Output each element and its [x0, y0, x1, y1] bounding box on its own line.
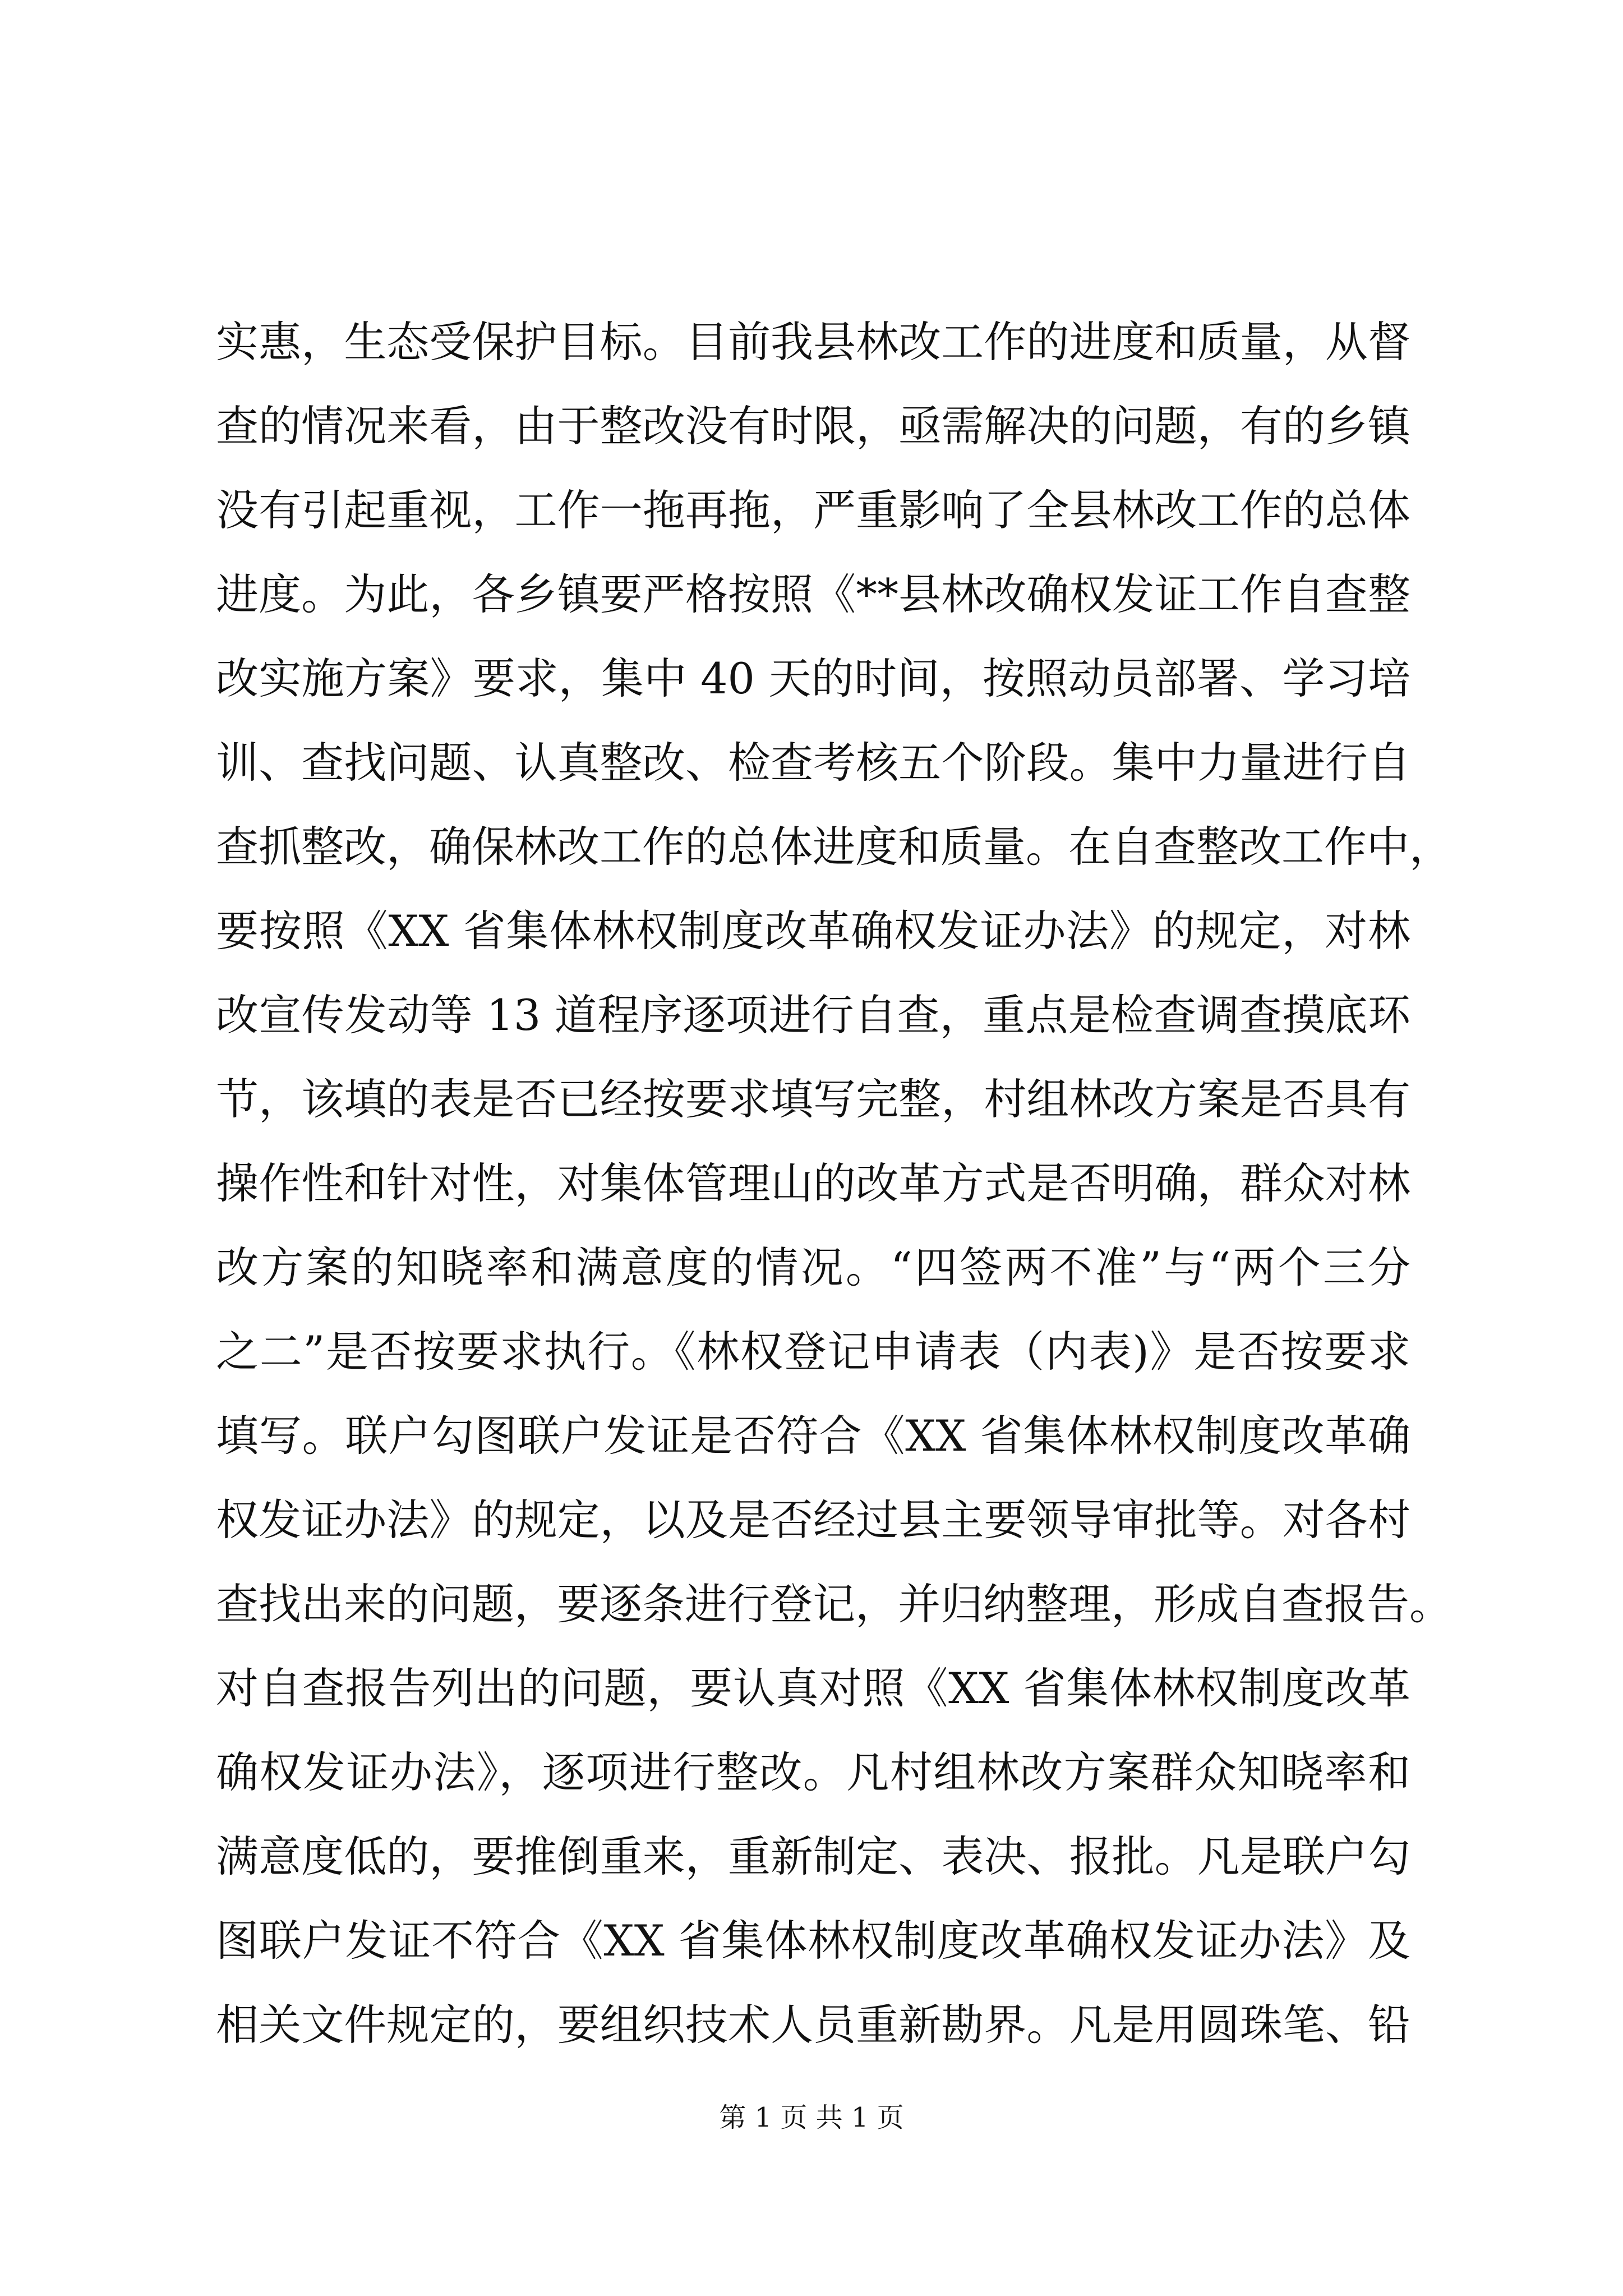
text-line: 没有引起重视，工作一拖再拖，严重影响了全县林改工作的总体 [216, 485, 1410, 535]
text-line: 填写。联户勾图联户发证是否符合《XX 省集体林权制度改革确 [216, 1411, 1410, 1461]
text-line: 实惠，生态受保护目标。目前我县林改工作的进度和质量，从督 [216, 317, 1410, 367]
text-line: 改实施方案》要求，集中 40 天的时间，按照动员部署、学习培 [216, 654, 1410, 703]
text-line: 查的情况来看，由于整改没有时限，亟需解决的问题，有的乡镇 [216, 401, 1410, 451]
text-line: 查抓整改，确保林改工作的总体进度和质量。在自查整改工作中， [216, 822, 1452, 872]
text-line: 之二”是否按要求执行。《林权登记申请表（内表)》是否按要求 [216, 1327, 1410, 1377]
text-line: 对自查报告列出的问题，要认真对照《XX 省集体林权制度改革 [216, 1663, 1410, 1713]
text-line: 改宣传发动等 13 道程序逐项进行自查，重点是检查调查摸底环 [216, 990, 1410, 1040]
text-line: 满意度低的，要推倒重来，重新制定、表决、报批。凡是联户勾 [216, 1832, 1410, 1881]
body-text [216, 300, 1452, 2067]
text-line: 要按照《XX 省集体林权制度改革确权发证办法》的规定，对林 [216, 906, 1410, 956]
text-line: 权发证办法》的规定，以及是否经过县主要领导审批等。对各村 [216, 1495, 1410, 1545]
text-line: 改方案的知晓率和满意度的情况。“四签两不准”与“两个三分 [216, 1243, 1410, 1292]
text-line: 操作性和针对性，对集体管理山的改革方式是否明确，群众对林 [216, 1158, 1410, 1208]
text-line: 图联户发证不符合《XX 省集体林权制度改革确权发证办法》及 [216, 1916, 1410, 1966]
text-line: 查找出来的问题，要逐条进行登记，并归纳整理，形成自查报告。 [216, 1579, 1452, 1629]
text-line: 确权发证办法》，逐项进行整改。凡村组林改方案群众知晓率和 [216, 1747, 1410, 1797]
text-line: 进度。为此，各乡镇要严格按照《**县林改确权发证工作自查整 [216, 569, 1410, 619]
page-number: 第 1 页 共 1 页 [719, 2102, 904, 2133]
page-footer [0, 2098, 1623, 2137]
text-line: 节，该填的表是否已经按要求填写完整，村组林改方案是否具有 [216, 1074, 1410, 1124]
text-line: 相关文件规定的，要组织技术人员重新勘界。凡是用圆珠笔、铅 [216, 2000, 1410, 2050]
text-line: 训、查找问题、认真整改、检查考核五个阶段。集中力量进行自 [216, 738, 1410, 788]
